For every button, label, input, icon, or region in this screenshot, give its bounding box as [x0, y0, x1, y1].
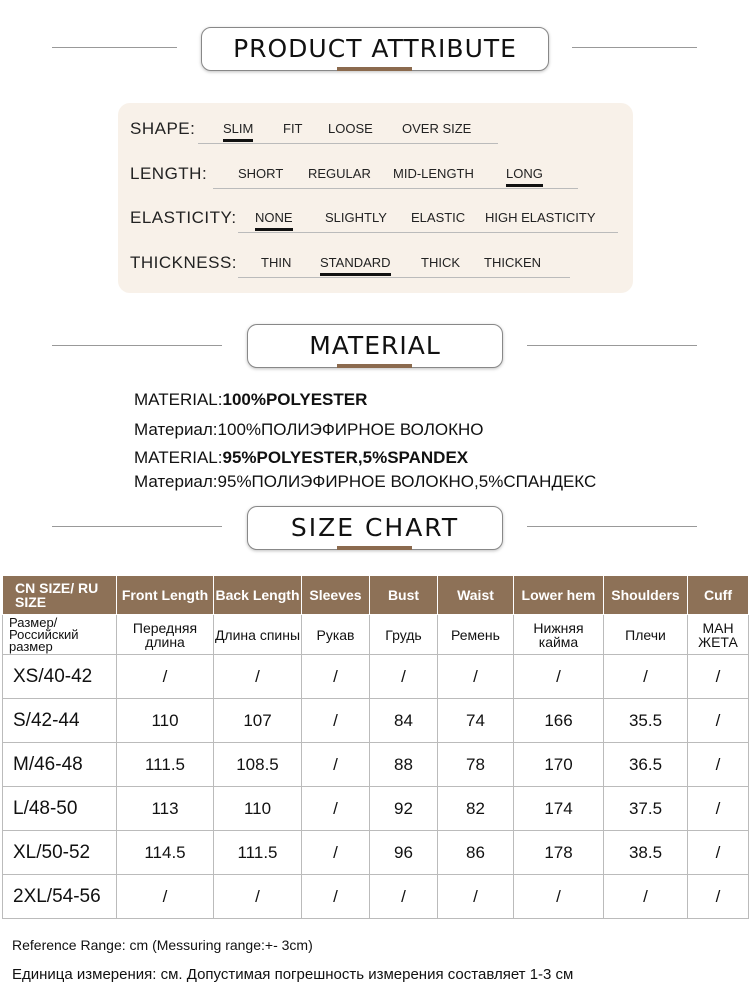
measurement-cell: /: [302, 699, 370, 743]
size-cell: XL/50-52: [3, 831, 117, 875]
column-header-ru: Передняя длина: [117, 615, 214, 655]
table-row: [3, 875, 749, 919]
column-header-ru: Рукав: [302, 615, 370, 655]
material-label: MATERIAL:: [134, 448, 223, 467]
column-header-ru: МАН ЖЕТА: [688, 615, 749, 655]
measurement-cell: /: [302, 831, 370, 875]
material-label: Материал:: [134, 420, 218, 439]
measurement-cell: 111.5: [117, 743, 214, 787]
measurement-cell: /: [302, 743, 370, 787]
measurement-cell: 174: [514, 787, 604, 831]
attribute-option: THICK: [421, 255, 460, 270]
attribute-option: HIGH ELASTICITY: [485, 210, 596, 225]
attribute-underline: [213, 188, 578, 189]
divider-right: [527, 526, 697, 527]
measurement-cell: 108.5: [214, 743, 302, 787]
measurement-cell: /: [688, 787, 749, 831]
attribute-option-selected: SLIM: [223, 121, 254, 136]
title-accent-bar: [337, 364, 412, 368]
table-row: [3, 787, 749, 831]
measurement-cell: /: [438, 875, 514, 919]
table-header-row-ru: [3, 615, 749, 655]
attribute-row-thickness: [118, 249, 633, 279]
measurement-cell: /: [302, 787, 370, 831]
size-chart-table: [2, 575, 749, 919]
column-header: Bust: [370, 576, 438, 615]
attribute-option-selected: STANDARD: [320, 255, 391, 270]
material-line: [134, 448, 468, 468]
title-accent-bar: [337, 546, 412, 550]
material-value: 100%POLYESTER: [222, 390, 368, 409]
measurement-cell: 92: [370, 787, 438, 831]
material-line: [134, 420, 484, 440]
measurement-cell: 111.5: [214, 831, 302, 875]
attribute-option: MID-LENGTH: [393, 166, 474, 181]
attribute-underline: [238, 232, 618, 233]
measurement-cell: 166: [514, 699, 604, 743]
attribute-panel: [118, 103, 633, 293]
measurement-cell: 82: [438, 787, 514, 831]
measurement-cell: 36.5: [604, 743, 688, 787]
measurement-cell: /: [688, 699, 749, 743]
column-header: Sleeves: [302, 576, 370, 615]
measurement-cell: 35.5: [604, 699, 688, 743]
table-row: [3, 831, 749, 875]
size-cell: 2XL/54-56: [3, 875, 117, 919]
size-cell: M/46-48: [3, 743, 117, 787]
column-header: Cuff: [688, 576, 749, 615]
measurement-cell: 74: [438, 699, 514, 743]
measurement-cell: 96: [370, 831, 438, 875]
table-row: [3, 655, 749, 699]
measurement-cell: /: [514, 875, 604, 919]
divider-left: [52, 526, 222, 527]
attribute-underline: [238, 277, 570, 278]
attribute-option: REGULAR: [308, 166, 371, 181]
size-cell: XS/40-42: [3, 655, 117, 699]
measurement-cell: /: [688, 831, 749, 875]
material-label: MATERIAL:: [134, 390, 223, 409]
measurement-cell: 178: [514, 831, 604, 875]
column-header-ru: Плечи: [604, 615, 688, 655]
divider-left: [52, 47, 177, 48]
column-header: Back Length: [214, 576, 302, 615]
attribute-underline: [198, 143, 498, 144]
size-cell: L/48-50: [3, 787, 117, 831]
measurement-cell: /: [688, 875, 749, 919]
table-row: [3, 743, 749, 787]
measurement-cell: /: [688, 743, 749, 787]
attribute-label: SHAPE:: [130, 119, 196, 138]
measurement-cell: 170: [514, 743, 604, 787]
measurement-cell: /: [370, 875, 438, 919]
material-value: 100%ПОЛИЭФИРНОЕ ВОЛОКНО: [217, 420, 484, 439]
material-line: [134, 472, 596, 492]
size-cell: S/42-44: [3, 699, 117, 743]
size-chart-section-title: SIZE CHART: [247, 506, 503, 550]
attribute-option: ELASTIC: [411, 210, 466, 225]
measurement-cell: 38.5: [604, 831, 688, 875]
attribute-label: LENGTH:: [130, 164, 208, 183]
attribute-label: THICKNESS:: [130, 253, 238, 272]
attribute-option-selected: NONE: [255, 210, 293, 225]
measurement-cell: /: [117, 655, 214, 699]
column-header: Waist: [438, 576, 514, 615]
measurement-cell: 37.5: [604, 787, 688, 831]
column-header-ru: Ремень: [438, 615, 514, 655]
divider-right: [572, 47, 697, 48]
reference-note-en: Reference Range: cm (Messuring range:+- 3cm): [12, 937, 313, 953]
measurement-cell: /: [214, 875, 302, 919]
attribute-option: LOOSE: [328, 121, 373, 136]
attribute-option: FIT: [283, 121, 303, 136]
column-header: Front Length: [117, 576, 214, 615]
attribute-option: THICKEN: [484, 255, 542, 270]
measurement-cell: /: [438, 655, 514, 699]
measurement-cell: 114.5: [117, 831, 214, 875]
measurement-cell: /: [302, 875, 370, 919]
table-row: [3, 699, 749, 743]
reference-note-ru: Единица измерения: см. Допустимая погрешность измерения составляет 1-3 см: [12, 966, 574, 983]
measurement-cell: 113: [117, 787, 214, 831]
attribute-option-selected: LONG: [506, 166, 543, 181]
measurement-cell: /: [117, 875, 214, 919]
material-line: [134, 390, 367, 410]
column-header: Lower hem: [514, 576, 604, 615]
measurement-cell: /: [514, 655, 604, 699]
measurement-cell: /: [214, 655, 302, 699]
attribute-option: OVER SIZE: [402, 121, 472, 136]
measurement-cell: 107: [214, 699, 302, 743]
divider-left: [52, 345, 222, 346]
measurement-cell: /: [370, 655, 438, 699]
measurement-cell: 78: [438, 743, 514, 787]
attribute-row-shape: [118, 115, 633, 145]
attribute-option: THIN: [261, 255, 292, 270]
title-accent-bar: [337, 67, 412, 71]
measurement-cell: 84: [370, 699, 438, 743]
table-header-row: [3, 576, 749, 615]
material-value: 95%ПОЛИЭФИРНОЕ ВОЛОКНО,5%СПАНДЕКС: [217, 472, 597, 491]
measurement-cell: 110: [214, 787, 302, 831]
material-section-title: MATERIAL: [247, 324, 503, 368]
attribute-section-title: PRODUCT ATTRIBUTE: [201, 27, 549, 71]
column-header-ru: Грудь: [370, 615, 438, 655]
column-header-ru: Размер/ Российский размер: [3, 615, 117, 655]
measurement-cell: /: [688, 655, 749, 699]
measurement-cell: /: [604, 875, 688, 919]
material-value: 95%POLYESTER,5%SPANDEX: [222, 448, 469, 467]
material-label: Материал:: [134, 472, 218, 491]
column-header: CN SIZE/ RU SIZE: [3, 576, 117, 615]
attribute-row-elasticity: [118, 204, 633, 234]
divider-right: [527, 345, 697, 346]
column-header-ru: Длина спины: [214, 615, 302, 655]
measurement-cell: 110: [117, 699, 214, 743]
measurement-cell: 86: [438, 831, 514, 875]
column-header: Shoulders: [604, 576, 688, 615]
measurement-cell: /: [302, 655, 370, 699]
attribute-option: SHORT: [238, 166, 284, 181]
measurement-cell: 88: [370, 743, 438, 787]
measurement-cell: /: [604, 655, 688, 699]
column-header-ru: Нижняя кайма: [514, 615, 604, 655]
attribute-row-length: [118, 160, 633, 190]
attribute-option: SLIGHTLY: [325, 210, 387, 225]
attribute-label: ELASTICITY:: [130, 208, 237, 227]
